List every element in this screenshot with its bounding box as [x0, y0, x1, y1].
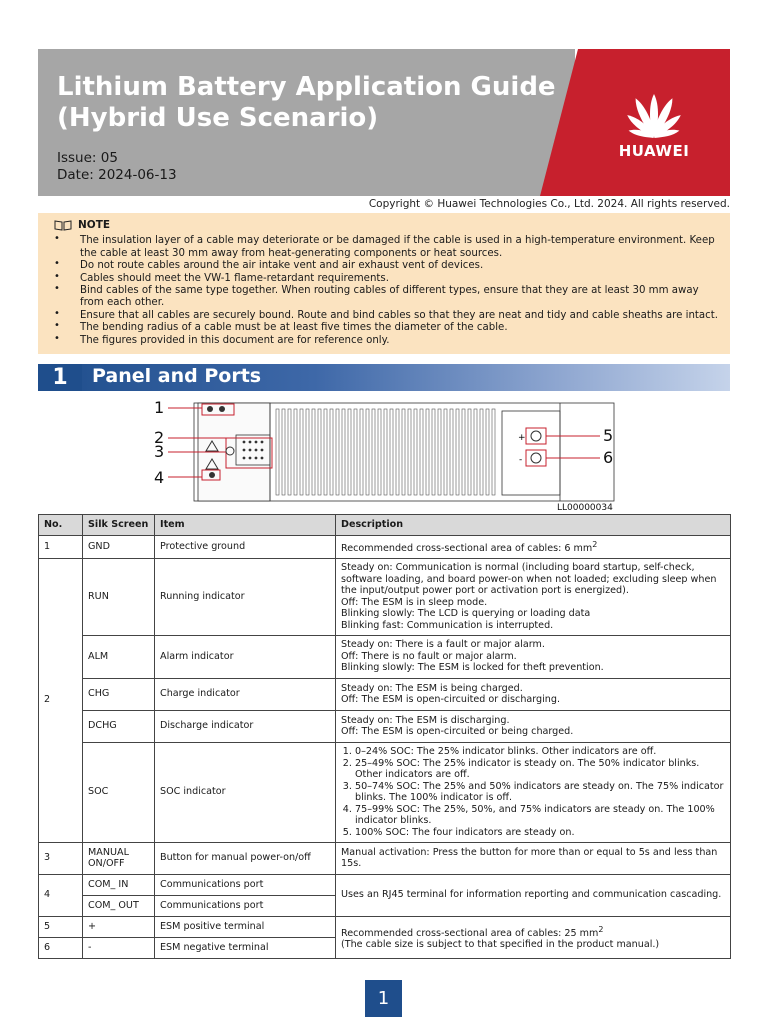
- silk-screen: COM_ IN: [83, 874, 155, 895]
- table-row: [39, 536, 731, 559]
- figure-code: LL00000034: [557, 503, 613, 513]
- table-row: [39, 710, 731, 742]
- callout-3: 3: [154, 442, 165, 461]
- description-line: Off: There is no fault or major alarm.: [341, 650, 517, 662]
- silk-screen: CHG: [83, 678, 155, 710]
- item-name: Protective ground: [155, 536, 336, 559]
- indicator-led: [243, 449, 246, 452]
- note-header: [54, 219, 718, 231]
- description: Manual activation: Press the button for more than or equal to 5s and less than 15s.: [336, 842, 731, 874]
- table-header-row: [39, 515, 731, 536]
- silk-screen: GND: [83, 536, 155, 559]
- description-line: [341, 924, 725, 940]
- soc-list-item: 5. 100% SOC: The four indicators are steady on.: [355, 827, 725, 839]
- soc-list: [341, 746, 725, 838]
- description-line: Steady on: There is a fault or major alarm.: [341, 639, 545, 651]
- row-number: 5: [39, 916, 83, 937]
- description: [336, 558, 731, 635]
- table-row: [39, 842, 731, 874]
- soc-list-item: 2. 25–49% SOC: The 25% indicator is steady on. The 50% indicator blinks. Other indicators are off.: [355, 758, 725, 781]
- description-text: Recommended cross-sectional area of cables: 25 mm: [341, 927, 599, 939]
- description-line: Blinking slowly: The LCD is querying or loading data: [341, 608, 591, 620]
- note-box: [38, 213, 730, 354]
- callout-1: 1: [154, 398, 165, 417]
- huawei-logo: [614, 92, 694, 160]
- item-name: Running indicator: [155, 558, 336, 635]
- book-icon: [54, 220, 72, 231]
- callout-5: 5: [603, 426, 614, 445]
- item-name: Discharge indicator: [155, 710, 336, 742]
- silk-screen: -: [83, 937, 155, 958]
- table-row: [39, 874, 731, 895]
- brand-name: HUAWEI: [618, 142, 690, 160]
- item-name: ESM positive terminal: [155, 916, 336, 937]
- indicator-led: [249, 457, 252, 460]
- row-number: 4: [39, 874, 83, 916]
- panel-drawing: [150, 395, 630, 515]
- table-row: [39, 678, 731, 710]
- column-header: Description: [336, 515, 731, 536]
- soc-list-item: 3. 50–74% SOC: The 25% and 50% indicators are steady on. The 75% indicator blinks. The 100% indicator is off.: [355, 781, 725, 804]
- silk-screen: COM_ OUT: [83, 895, 155, 916]
- callout-2: 2: [154, 428, 165, 447]
- section-number: 1: [38, 364, 82, 391]
- description-line: Blinking slowly: The ESM is locked for theft prevention.: [341, 662, 604, 674]
- ports-table: [38, 514, 731, 959]
- silk-screen: ALM: [83, 635, 155, 678]
- table-row: [39, 635, 731, 678]
- note-item: • The figures provided in this document are for reference only.: [54, 335, 718, 347]
- description-line: (The cable size is subject to that specified in the product manual.): [341, 939, 660, 951]
- note-item: • Ensure that all cables are securely bound. Route and bind cables so that they are neat and tidy and cable sheaths are intact.: [54, 310, 718, 322]
- column-header: No.: [39, 515, 83, 536]
- indicator-led: [249, 449, 252, 452]
- item-name: SOC indicator: [155, 742, 336, 842]
- description: [336, 742, 731, 842]
- indicator-led: [243, 441, 246, 444]
- description: Uses an RJ45 terminal for information reporting and communication cascading.: [336, 874, 731, 916]
- section-heading: [38, 364, 730, 391]
- copyright-notice: Copyright © Huawei Technologies Co., Ltd. 2024. All rights reserved.: [368, 198, 730, 210]
- description: [336, 678, 731, 710]
- section-title: Panel and Ports: [92, 365, 262, 387]
- description-line: Steady on: Communication is normal (including board startup, self-check, software loading, and board power-on when not loaded; excluding sleep when the input/output power port or activation port is energized).: [341, 562, 717, 597]
- huawei-flower-icon: [616, 92, 692, 138]
- document-title-line1: Lithium Battery Application Guide: [57, 72, 556, 102]
- row-number: 2: [39, 558, 83, 842]
- row-number: 1: [39, 536, 83, 559]
- note-item: • The insulation layer of a cable may deteriorate or be damaged if the cable is used in a high-temperature environment. Keep the cable at least 30 mm away from heat-generating components or heat sources.: [54, 235, 718, 260]
- soc-list-item: 1. 0–24% SOC: The 25% indicator blinks. Other indicators are off.: [355, 746, 725, 758]
- description-text: Recommended cross-sectional area of cables: 6 mm: [341, 543, 593, 555]
- plus-label: +: [518, 433, 526, 443]
- row-number: 3: [39, 842, 83, 874]
- indicator-led: [261, 457, 264, 460]
- item-name: Button for manual power-on/off: [155, 842, 336, 874]
- panel-figure: [150, 395, 630, 515]
- superscript: 2: [598, 924, 604, 934]
- description: [336, 916, 731, 958]
- silk-screen: MANUAL ON/OFF: [83, 842, 155, 874]
- issue-label: Issue: 05: [57, 150, 118, 166]
- description-line: Off: The ESM is open-circuited or discharging.: [341, 694, 561, 706]
- column-header: Silk Screen: [83, 515, 155, 536]
- document-title: [57, 72, 557, 134]
- description: [336, 536, 731, 559]
- silk-screen: +: [83, 916, 155, 937]
- row-number: 6: [39, 937, 83, 958]
- description-line: Steady on: The ESM is being charged.: [341, 682, 523, 694]
- indicator-led: [255, 457, 258, 460]
- table-row: [39, 916, 731, 937]
- item-name: Communications port: [155, 874, 336, 895]
- note-item: • The bending radius of a cable must be at least five times the diameter of the cable.: [54, 322, 718, 334]
- document-title-line2: (Hybrid Use Scenario): [57, 103, 379, 133]
- indicator-led: [261, 449, 264, 452]
- description-line: Blinking fast: Communication is interrupted.: [341, 619, 554, 631]
- indicator-led: [261, 441, 264, 444]
- indicator-led: [249, 441, 252, 444]
- date-label: Date: 2024-06-13: [57, 167, 177, 183]
- item-name: ESM negative terminal: [155, 937, 336, 958]
- indicator-led: [243, 457, 246, 460]
- soc-list-item: 4. 75–99% SOC: The 25%, 50%, and 75% indicators are steady on. The 100% indicator blinks.: [355, 804, 725, 827]
- note-label: NOTE: [78, 219, 111, 231]
- description: [336, 635, 731, 678]
- note-item: • Cables should meet the VW-1 flame-retardant requirements.: [54, 273, 718, 285]
- description: [336, 710, 731, 742]
- description-line: Steady on: The ESM is discharging.: [341, 714, 510, 726]
- note-list: [54, 235, 718, 347]
- callout-6: 6: [603, 448, 614, 467]
- silk-screen: DCHG: [83, 710, 155, 742]
- description-line: Off: The ESM is in sleep mode.: [341, 596, 488, 608]
- silk-screen: SOC: [83, 742, 155, 842]
- indicator-led: [255, 449, 258, 452]
- callout-4: 4: [154, 468, 165, 487]
- item-name: Communications port: [155, 895, 336, 916]
- column-header: Item: [155, 515, 336, 536]
- minus-label: -: [519, 455, 523, 465]
- item-name: Charge indicator: [155, 678, 336, 710]
- note-item: • Bind cables of the same type together. When routing cables of different types, ensure that they are at least 30 mm away from each other.: [54, 285, 718, 310]
- table-row: [39, 558, 731, 635]
- note-item: • Do not route cables around the air intake vent and air exhaust vent of devices.: [54, 260, 718, 272]
- silk-screen: RUN: [83, 558, 155, 635]
- document-meta: [57, 150, 177, 184]
- table-row: [39, 742, 731, 842]
- item-name: Alarm indicator: [155, 635, 336, 678]
- superscript: 2: [592, 540, 598, 549]
- page-number: 1: [365, 980, 402, 1017]
- indicator-led: [255, 441, 258, 444]
- description-line: Off: The ESM is open-circuited or being charged.: [341, 726, 574, 738]
